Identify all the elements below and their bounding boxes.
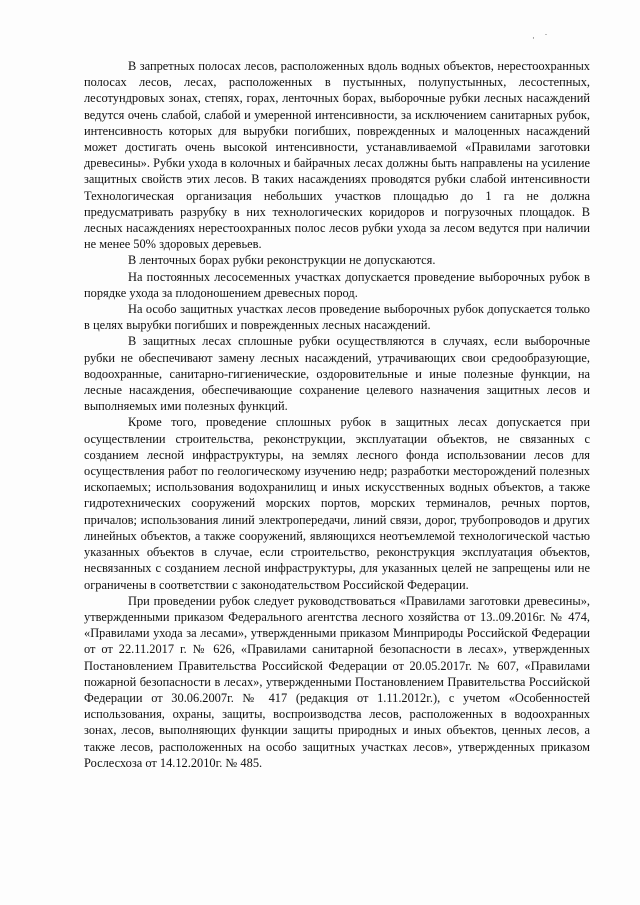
paragraph-regulations: При проведении рубок следует руководствоваться «Правилами заготовки древесины», утвержденными приказом Федерального агентства лесного хозяйства от 13..09.2016г. № 474, «Правилами ухода за лесами», утвержденными приказом Минприроды Российской Федерации от от 22.11.2017 г. № 626, «Правилами санитарной безопасности в лесах», утвержденных Постановлением Правительства Российской Федерации от 20.05.2017г. № 607, «Правилами пожарной безопасности в лесах», утвержденными Постановлением Правительства Российской Федерации от 30.06.2007г. № 417 (редакция от 1.11.2012г.), с учетом «Особенностей использования, охраны, защиты, воспроизводства лесов, расположенных в водоохранных зонах, лесов, выполняющих функции защиты природных и иных объектов, ценных лесов, а также лесов, расположенных на особо защитных участках лесов», утвержденных приказом Рослесхоза от 14.12.2010г. № 485. (84, 593, 590, 770)
paragraph-protected-areas: На особо защитных участках лесов проведение выборочных рубок допускается только в целях вырубки погибших и поврежденных лесных насаждений. (84, 302, 590, 333)
paragraph-seed-plots: На постоянных лесосеменных участках допускается проведение выборочных рубок в порядке ухода за плодоношением древесных пород. (84, 269, 590, 300)
paragraph-ribbon-forests: В ленточных борах рубки реконструкции не допускаются. (128, 253, 436, 268)
paragraph-infrastructure: Кроме того, проведение сплошных рубок в защитных лесах допускается при осуществлении строительства, реконструкции, эксплуатации объектов, не связанных с созданием лесной инфраструктуры, на землях лесного фонда использовании лесов для осуществления работ по геологическому изучению недр; разработки месторождений полезных ископаемых; использования водохранилищ и иных искусственных водных объектов, а также гидротехнических сооружений морских портов, морских терминалов, речных портов, причалов; использования линий электропередачи, линий связи, дорог, трубопроводов и других линейных объектов, а также сооружений, являющихся неотъемлемой технологической частью указанных объектов в случае, если строительство, реконструкция эксплуатация объектов, несвязанных с созданием лесной инфраструктуры, для указанных целей не запрещены или не ограничены в соответствии с законодательством Российской Федерации. (84, 415, 590, 592)
paragraph-clear-cutting: В защитных лесах сплошные рубки осуществляются в случаях, если выборочные рубки не обеспечивают замену лесных насаждений, утрачивающих свои средообразующие, водоохранные, санитарно-гигиенические, оздоровительные и иные полезные функции, на лесные насаждения, обеспечивающие сохранение целевого назначения защитных лесов и выполняемых ими полезных функций. (84, 334, 590, 414)
paragraph-restricted-strips: В запретных полосах лесов, расположенных вдоль водных объектов, нерестоохранных полосах лесов, лесах, расположенных в пустынных, полупустынных, лесостепных, лесотундровых зонах, степях, горах, ленточных борах, выборочные рубки лесных насаждений ведутся очень слабой, слабой и умеренной интенсивности, за исключением санитарных рубок, интенсивность которых для вырубки погибших, поврежденных и малоценных насаждений может достигать очень высокой интенсивности, устанавливаемой «Правилами заготовки древесины». Рубки ухода в колочных и байрачных лесах должны быть направлены на усиление защитных свойств этих лесов. В таких насаждениях проводятся рубки слабой интенсивности Технологическая организация небольших участков площадью до 1 га не должна предусматривать разрубку в них технологических коридоров и погрузочных площадок. В лесных насаждениях нерестоохранных полос лесов рубки ухода за лесом ведутся при наличии не менее 50% здоровых деревьев. (84, 59, 590, 252)
document-body (84, 58, 590, 771)
scan-artifact: · ˙ (532, 34, 552, 44)
